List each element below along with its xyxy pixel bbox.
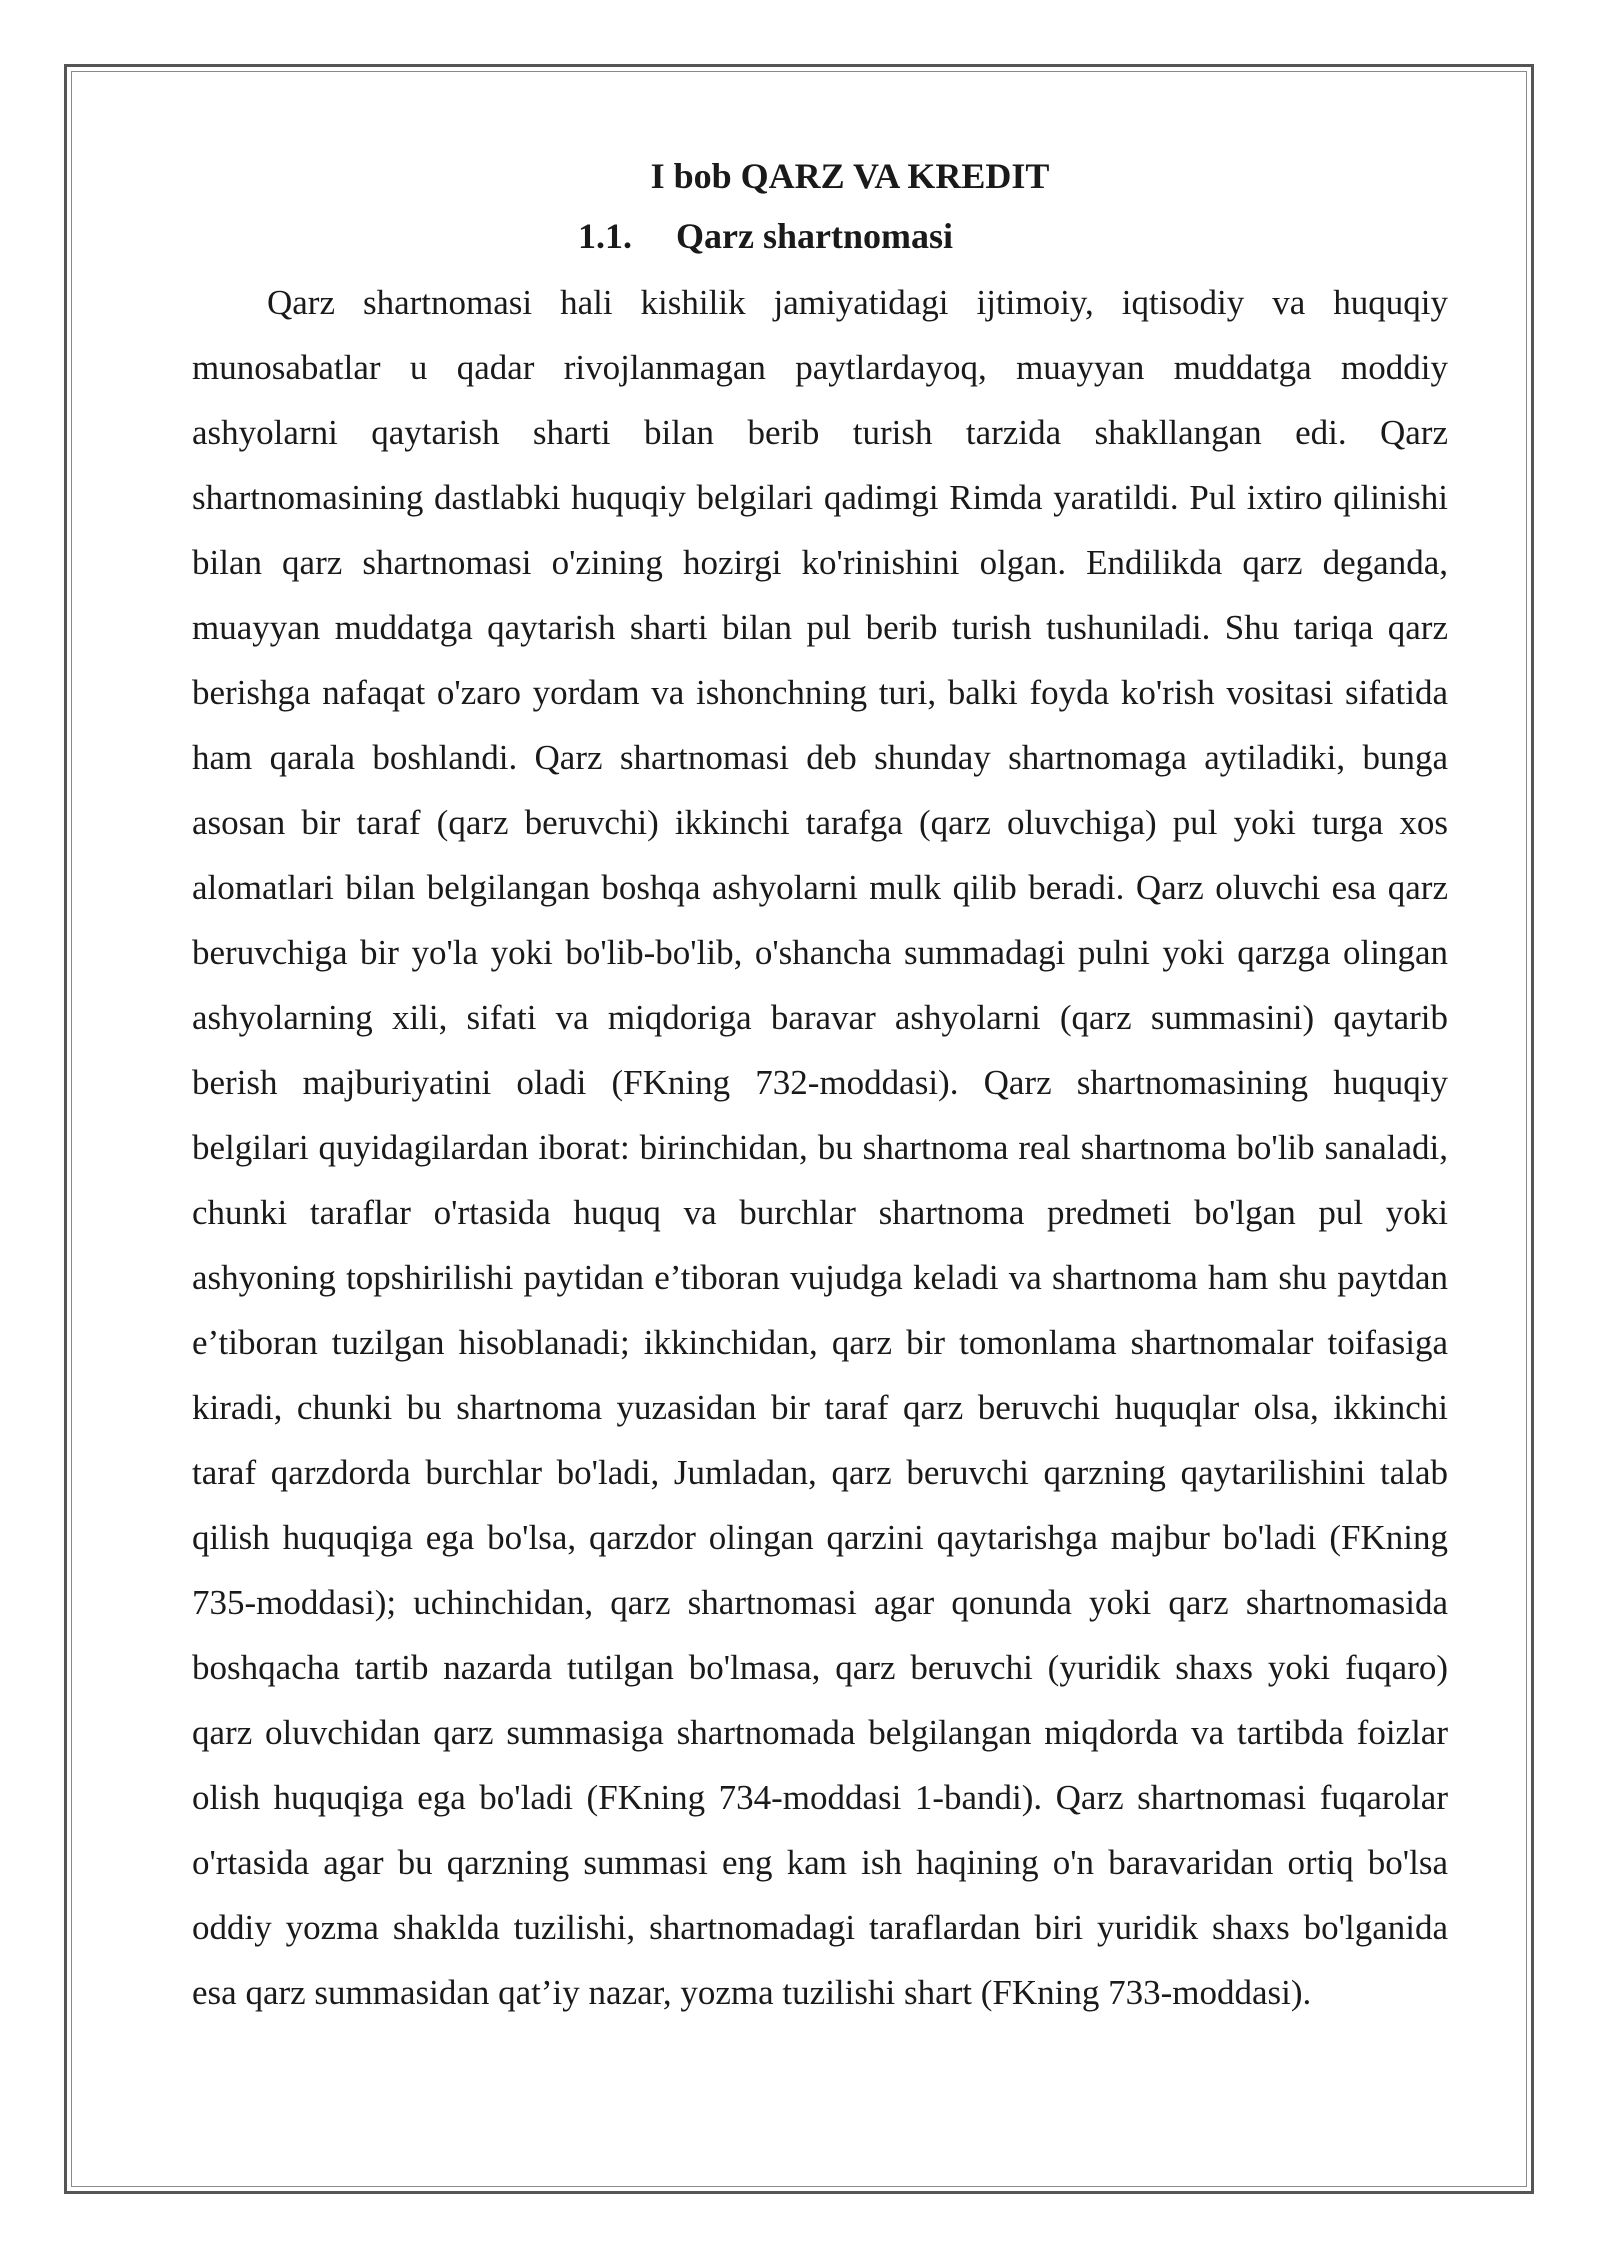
body-paragraph: Qarz shartnomasi hali kishilik jamiyatidagi ijtimoiy, iqtisodiy va huquqiy munosabatlar u qadar rivojlanmagan paytlardayoq, muayyan muddatga moddiy ashyolarni qaytarish sharti bilan berib turish tarzida shakllangan edi. Qarz shartnomasining dastlabki huquqiy belgilari qadimgi Rimda yaratildi. Pul ixtiro qilinishi bilan qarz shartnomasi o'zining hozirgi ko'rinishini olgan. Endilikda qarz deganda, muayyan muddatga qaytarish sharti bilan pul berib turish tushuniladi. Shu tariqa qarz berishga nafaqat o'zaro yordam va ishonchning turi, balki foyda ko'rish vositasi sifatida ham qarala boshlandi. Qarz shartnomasi deb shunday shartnomaga aytiladiki, bunga asosan bir taraf (qarz beruvchi) ikkinchi tarafga (qarz oluvchiga) pul yoki turga xos alomatlari bilan belgilangan boshqa ashyolarni mulk qilib beradi. Qarz oluvchi esa qarz beruvchiga bir yo'la yoki bo'lib-bo'lib, o'shancha summadagi pulni yoki qarzga olingan ashyolarning xili, sifati va miqdoriga baravar ashyolarni (qarz summasini) qaytarib berish majburiyatini oladi (FKning 732-moddasi). Qarz shartnomasining huquqiy belgilari quyidagilardan iborat: birinchidan, bu shartnoma real shartnoma bo'lib sanaladi, chunki taraflar o'rtasida huquq va burchlar shartnoma predmeti bo'lgan pul yoki ashyoning topshirilishi paytidan e’tiboran vujudga keladi va shartnoma ham shu paytdan e’tiboran tuzilgan hisoblanadi; ikkinchidan, qarz bir tomonlama shartnomalar toifasiga kiradi, chunki bu shartnoma yuzasidan bir taraf qarz beruvchi huquqlar olsa, ikkinchi taraf qarzdorda burchlar bo'ladi, Jumladan, qarz beruvchi qarzning qaytarilishini talab qilish huquqiga ega bo'lsa, qarzdor olingan qarzini qaytarishga majbur bo'ladi (FKning 735-moddasi); uchinchidan, qarz shartnomasi agar qonunda yoki qarz shartnomasida boshqacha tartib nazarda tutilgan bo'lmasa, qarz beruvchi (yuridik shaxs yoki fuqaro) qarz oluvchidan qarz summasiga shartnomada belgilangan miqdorda va tartibda foizlar olish huquqiga ega bo'ladi (FKning 734-moddasi 1-bandi). Qarz shartnomasi fuqarolar o'rtasida agar bu qarzning summasi eng kam ish haqining o'n baravaridan ortiq bo'lsa oddiy yozma shaklda tuzilishi, shartnomadagi taraflardan biri yuridik shaxs bo'lganida esa qarz summasidan qat’iy nazar, yozma tuzilishi shart (FKning 733-moddasi). <box>192 283 1448 2012</box>
section-heading <box>192 208 1448 264</box>
section-title: Qarz shartnomasi <box>676 216 953 256</box>
page-content <box>192 148 1448 2025</box>
section-number: 1.1. <box>578 216 632 256</box>
chapter-title: I bob QARZ VA KREDIT <box>650 156 1050 196</box>
